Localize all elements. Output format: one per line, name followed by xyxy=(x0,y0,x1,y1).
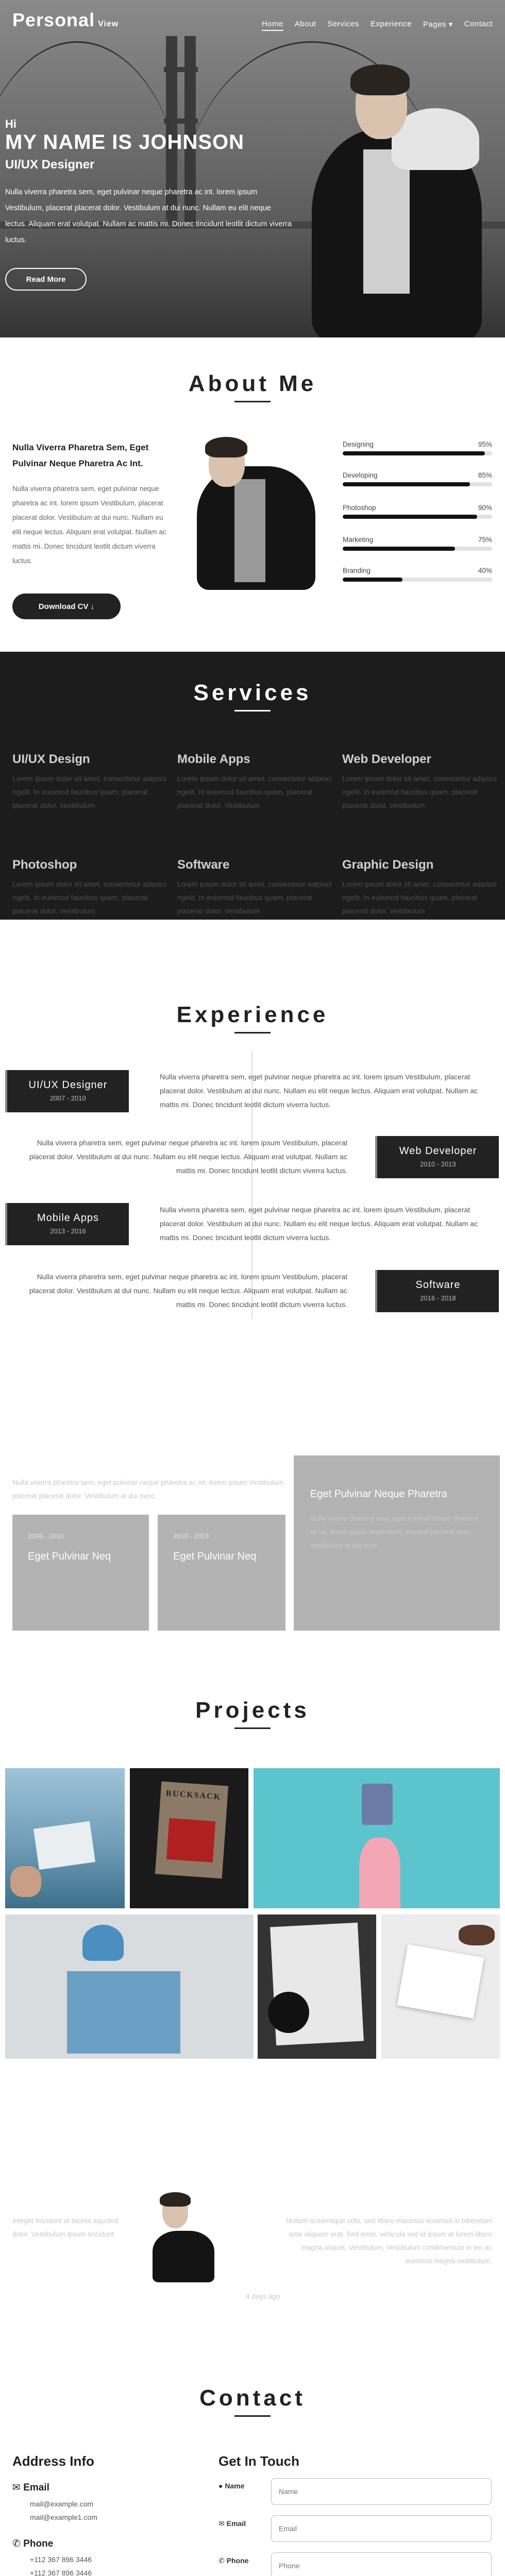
exp-card-software: Software 2016 - 2018 xyxy=(375,1270,499,1312)
exp-text: Nulla viverra pharetra sem, eget pulvinar neque pharetra ac int. lorem ipsum Vestibulum, placerat placerat dolor. Vestibulum at dui nunc. Nullam eu elit neque lectus. Aliquam erat volutpat. Nullam ac mattis mi. Donec tincidunt leotlit dictum viverra luctus. xyxy=(160,1206,478,1242)
service-text: Lorem ipsum dolor sit amet, consectetur adipisci ngelit. In euismod faucibus quam, placerat placerat dolor. Vestibulum xyxy=(342,774,497,809)
service-text: Lorem ipsum dolor sit amet, consectetur adipisci ngelit. In euismod faucibus quam, placerat placerat dolor. Vestibulum xyxy=(177,774,332,809)
title-underline xyxy=(234,710,271,711)
skill-percent: 90% xyxy=(478,504,492,512)
skill-percent: 95% xyxy=(478,440,492,448)
service-text: Lorem ipsum dolor sit amet, consectetur adipisci ngelit. In euismod faucibus quam, placerat placerat dolor. Vestibulum xyxy=(12,880,167,915)
skill-name: Marketing xyxy=(343,536,374,544)
gray-box: 2006 - 2010 Eget Pulvinar Neq xyxy=(12,1515,149,1631)
envelope-icon: ✉ xyxy=(218,2519,225,2528)
nav-home[interactable]: Home xyxy=(262,20,283,31)
phone-input[interactable] xyxy=(271,2552,492,2576)
phone-1: +112 367 896 3446 xyxy=(30,2555,92,2564)
project-image-6[interactable] xyxy=(381,1914,500,2059)
email-2[interactable]: mail@example1.com xyxy=(30,2513,97,2521)
skill-bar xyxy=(343,547,492,551)
phone-label: ✆ Phone xyxy=(218,2556,249,2565)
service-text: Lorem ipsum dolor sit amet, consectetur adipisci ngelit. In euismod faucibus quam, placerat placerat dolor. Vestibulum xyxy=(177,880,332,915)
title-underline xyxy=(234,2415,271,2417)
title-underline xyxy=(234,1032,271,1033)
hero-greeting: Hi xyxy=(5,117,16,130)
email-1[interactable]: mail@example.com xyxy=(30,2500,94,2508)
skill-bar-fill xyxy=(343,451,485,455)
name-input[interactable] xyxy=(271,2478,492,2505)
get-in-touch-title: Get In Touch xyxy=(218,2453,299,2469)
skill-bar-fill xyxy=(343,547,455,551)
skill-name: Photoshop xyxy=(343,504,376,512)
bridge-beam xyxy=(164,67,198,72)
project-image-3[interactable] xyxy=(254,1768,500,1908)
skill-bar xyxy=(343,482,492,486)
hero-role: UI/UX Designer xyxy=(5,158,95,172)
service-title: Software xyxy=(177,858,230,872)
email-heading: ✉ Email xyxy=(12,2482,49,2493)
skill-percent: 75% xyxy=(478,536,492,544)
skill-bar-fill xyxy=(343,482,470,486)
title-underline xyxy=(234,401,271,402)
exp-card-mobile: Mobile Apps 2013 - 2016 xyxy=(5,1203,129,1245)
main-nav xyxy=(262,20,493,31)
read-more-button[interactable]: Read More xyxy=(5,268,87,291)
nav-services[interactable]: Services xyxy=(327,20,359,28)
download-cv-button[interactable]: Download CV ↓ xyxy=(12,594,121,619)
rucksack-label: RUCKSACK xyxy=(165,1789,222,1802)
service-mobile-apps xyxy=(177,752,332,812)
skill-bar xyxy=(343,451,492,455)
nav-experience[interactable]: Experience xyxy=(371,20,412,28)
brand-logo[interactable]: Personal View xyxy=(12,9,119,30)
gray-box-large: Eget Pulvinar Neque Pharetra Nulla viverra pharetra sem, eget pulvinar neque pharetra ac int. lorem ipsum Vestibulum, placerat placerat dolor. Vestibulum at dui nunc. xyxy=(294,1455,500,1631)
phone-icon: ✆ xyxy=(12,2538,21,2549)
exp-text: Nulla viverra pharetra sem, eget pulvinar neque pharetra ac int. lorem ipsum Vestibulum, placerat placerat dolor. Vestibulum at dui nunc. Nullam eu elit neque lectus. Aliquam erat volutpat. Nullam ac mattis mi. Donec tincidunt leotlit dictum viverra luctus. xyxy=(29,1139,347,1175)
skill-designing xyxy=(343,440,492,455)
service-title: Graphic Design xyxy=(342,858,434,872)
projects-title: Projects xyxy=(195,1698,310,1723)
project-image-5[interactable] xyxy=(258,1914,376,2059)
skill-bar xyxy=(343,515,492,519)
hero-name: MY NAME IS JOHNSON xyxy=(5,131,244,154)
nav-about[interactable]: About xyxy=(294,20,316,28)
services-title: Services xyxy=(193,680,312,705)
address-info-title: Address Info xyxy=(12,2453,94,2469)
skill-percent: 85% xyxy=(478,471,492,479)
phone-icon: ✆ xyxy=(218,2556,225,2565)
skill-marketing xyxy=(343,536,492,551)
skill-name: Developing xyxy=(343,471,378,479)
download-icon: ↓ xyxy=(90,602,95,611)
project-image-1[interactable] xyxy=(5,1768,125,1908)
service-graphic-design xyxy=(342,858,497,918)
service-web-developer xyxy=(342,752,497,812)
testimonial-left: Integer tincidunt at lacinia aquoted dolor. Vestibulum ipsum tincidunt. xyxy=(12,2217,119,2238)
skill-bar-fill xyxy=(343,578,402,582)
faded-text: Nulla viverra pharetra sem, eget pulvinar neque pharetra ac int. lorem ipsum Vestibulum, placerat placerat dolor. Vestibulum at dui nunc. xyxy=(12,1479,285,1500)
skill-name: Branding xyxy=(343,567,371,574)
service-text: Lorem ipsum dolor sit amet, consectetur adipisci ngelit. In euismod faucibus quam, placerat placerat dolor. Vestibulum xyxy=(12,774,167,809)
skill-name: Designing xyxy=(343,440,374,448)
service-ui-ux-design xyxy=(12,752,167,812)
skill-branding xyxy=(343,567,492,582)
exp-text: Nulla viverra pharetra sem, eget pulvinar neque pharetra ac int. lorem ipsum Vestibulum, placerat placerat dolor. Vestibulum at dui nunc. Nullam eu elit neque lectus. Aliquam erat volutpat. Nullam ac mattis mi. Donec tincidunt leotlit dictum viverra luctus. xyxy=(160,1073,478,1109)
service-title: UI/UX Design xyxy=(12,752,90,766)
user-icon: ● xyxy=(218,2482,223,2490)
nav-contact[interactable]: Contact xyxy=(464,20,493,28)
testimonial-time: 4 days ago xyxy=(245,2293,280,2300)
project-image-2[interactable] xyxy=(130,1768,248,1908)
about-title: About Me xyxy=(188,371,317,396)
contact-title: Contact xyxy=(199,2385,306,2411)
service-title: Web Developer xyxy=(342,752,431,766)
testimonial-right: Nullam scelerisque odio, sed libero maximus euismod in bibendum ante aliquam erat. Sed enim, vehicula sed id ipsum at lorem libero magna aliquet, Vestibulum, Vestibulum condimentum in leo ac euismod magna vestibulum. xyxy=(286,2217,492,2265)
about-heading: Nulla Viverra Pharetra Sem, Eget Pulvinar Neque Pharetra Ac Int. xyxy=(12,443,149,468)
project-image-4[interactable] xyxy=(5,1914,254,2059)
about-text: Nulla viverra pharetra sem, eget pulvinar neque pharetra ac int. lorem ipsum Vestibulum, placerat placerat dolor. Vestibulum at dui nunc. Nullam eu elit neque lectus. Aliquam erat volutpat. Nullam ac mattis mi. Donec tincidunt leotlit dictum viverra luctus. xyxy=(12,485,166,565)
skill-bar-fill xyxy=(343,515,477,519)
skill-developing xyxy=(343,471,492,486)
phone-2: +112 367 896 3446 xyxy=(30,2569,92,2576)
nav-pages[interactable]: Pages ▾ xyxy=(423,20,453,29)
exp-text: Nulla viverra pharetra sem, eget pulvinar neque pharetra ac int. lorem ipsum Vestibulum, placerat placerat dolor. Vestibulum at dui nunc. Nullam eu elit neque lectus. Aliquam erat volutpat. Nullam ac mattis mi. Donec tincidunt leotlit dictum viverra luctus. xyxy=(29,1273,347,1309)
name-label: ● Name xyxy=(218,2482,245,2490)
email-input[interactable] xyxy=(271,2515,492,2542)
exp-card-web: Web Developer 2010 - 2013 xyxy=(375,1136,499,1178)
service-photoshop xyxy=(12,858,167,918)
skill-bar xyxy=(343,578,492,582)
skill-photoshop xyxy=(343,504,492,519)
service-title: Mobile Apps xyxy=(177,752,250,766)
phone-heading: ✆ Phone xyxy=(12,2538,54,2549)
exp-card-uiux: UI/UX Designer 2007 - 2010 xyxy=(5,1070,129,1112)
experience-title: Experience xyxy=(176,1002,329,1027)
gray-box: 2010 - 2013 Eget Pulvinar Neq xyxy=(158,1515,285,1631)
hero-section xyxy=(0,0,505,337)
title-underline xyxy=(234,1727,271,1729)
hero-description: Nulla viverra pharetra sem, eget pulvinar neque pharetra ac int. lorem ipsum Vestibulum, placerat placerat dolor. Vestibulum at dui nunc. Nullam eu elit neque lectus. Aliquam erat volutpat. Nullam ac mattis mi. Donec tincidunt leotlit dictum viverra luctus. xyxy=(5,188,292,244)
bridge-beam xyxy=(164,118,198,124)
skill-percent: 40% xyxy=(478,567,492,574)
service-software xyxy=(177,858,332,918)
service-title: Photoshop xyxy=(12,858,77,872)
caret-down-icon: ▾ xyxy=(448,20,453,29)
email-label: ✉ Email xyxy=(218,2519,246,2528)
service-text: Lorem ipsum dolor sit amet, consectetur adipisci ngelit. In euismod faucibus quam, placerat placerat dolor. Vestibulum xyxy=(342,880,497,915)
envelope-icon: ✉ xyxy=(12,2482,21,2493)
